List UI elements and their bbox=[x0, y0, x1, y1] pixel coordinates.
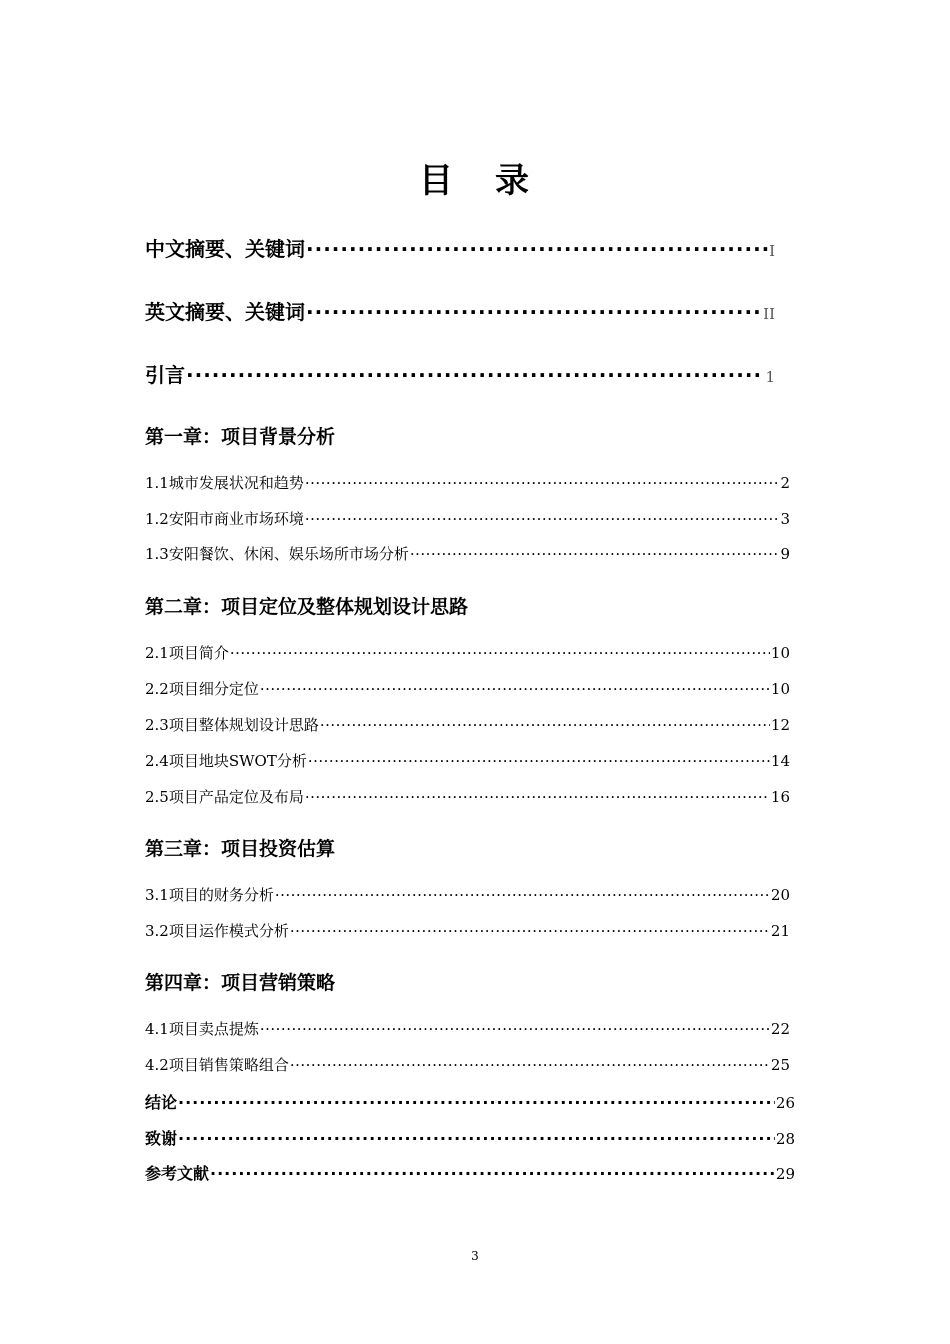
chapter-heading-1[interactable]: 第一章：项目背景分析 bbox=[145, 426, 336, 448]
toc-entry-label: 2.4项目地块SWOT分析 bbox=[145, 752, 307, 770]
toc-entry-page: I bbox=[769, 242, 775, 260]
toc-entry-2-5[interactable] bbox=[145, 786, 790, 807]
toc-entry-3-2[interactable] bbox=[145, 920, 790, 941]
toc-entry-label: 致谢 bbox=[145, 1129, 178, 1148]
toc-entry-2-1[interactable] bbox=[145, 642, 790, 663]
toc-entry-label: 3.1项目的财务分析 bbox=[145, 886, 274, 904]
toc-entry-2-3[interactable] bbox=[145, 714, 790, 735]
toc-entry-page: 21 bbox=[770, 922, 790, 940]
toc-entry-page: 26 bbox=[775, 1094, 795, 1112]
toc-entry-acknowledgements[interactable] bbox=[145, 1126, 795, 1149]
toc-entry-1-2[interactable] bbox=[145, 508, 790, 529]
toc-entry-page: 10 bbox=[770, 680, 790, 698]
toc-entry-conclusion[interactable] bbox=[145, 1090, 795, 1113]
chapter-heading-2[interactable]: 第二章：项目定位及整体规划设计思路 bbox=[145, 596, 469, 618]
toc-entry-page: 10 bbox=[770, 644, 790, 662]
toc-entry-4-2[interactable] bbox=[145, 1054, 790, 1075]
page-number: 3 bbox=[471, 1249, 479, 1263]
toc-entry-label: 2.2项目细分定位 bbox=[145, 680, 259, 698]
toc-entry-label: 4.2项目销售策略组合 bbox=[145, 1056, 289, 1074]
toc-entry-page: 9 bbox=[780, 545, 790, 563]
toc-title-part1: 目 bbox=[419, 161, 455, 201]
toc-entry-label: 3.2项目运作模式分析 bbox=[145, 922, 289, 940]
toc-entry-english-abstract[interactable] bbox=[145, 296, 775, 325]
chapter-heading-4[interactable]: 第四章：项目营销策略 bbox=[145, 972, 336, 994]
toc-entry-label: 中文摘要、关键词 bbox=[145, 237, 305, 261]
toc-entry-chinese-abstract[interactable] bbox=[145, 233, 775, 262]
toc-title-part2: 录 bbox=[495, 161, 531, 201]
toc-entry-2-2[interactable] bbox=[145, 678, 790, 699]
toc-entry-page: II bbox=[763, 305, 775, 323]
toc-entry-label: 结论 bbox=[145, 1093, 178, 1112]
toc-title bbox=[0, 153, 950, 202]
toc-entry-3-1[interactable] bbox=[145, 884, 790, 905]
toc-entry-label: 英文摘要、关键词 bbox=[145, 300, 305, 324]
toc-entry-page: 16 bbox=[770, 788, 790, 806]
toc-entry-label: 1.2安阳市商业市场环境 bbox=[145, 510, 304, 528]
toc-entry-1-1[interactable] bbox=[145, 472, 790, 493]
toc-entry-page: 28 bbox=[775, 1130, 795, 1148]
toc-entry-4-1[interactable] bbox=[145, 1018, 790, 1039]
toc-entry-label: 1.1城市发展状况和趋势 bbox=[145, 474, 304, 492]
toc-entry-label: 4.1项目卖点提炼 bbox=[145, 1020, 259, 1038]
toc-entry-label: 引言 bbox=[145, 363, 185, 387]
toc-entry-label: 1.3安阳餐饮、休闲、娱乐场所市场分析 bbox=[145, 545, 409, 563]
toc-entry-label: 2.5项目产品定位及布局 bbox=[145, 788, 304, 806]
toc-entry-references[interactable] bbox=[145, 1161, 795, 1184]
toc-entry-page: 14 bbox=[770, 752, 790, 770]
toc-entry-page: 1 bbox=[765, 368, 775, 386]
toc-entry-label: 2.3项目整体规划设计思路 bbox=[145, 716, 319, 734]
toc-entry-label: 2.1项目简介 bbox=[145, 644, 229, 662]
toc-entry-introduction[interactable] bbox=[145, 359, 775, 388]
toc-entry-page: 3 bbox=[780, 510, 790, 528]
chapter-heading-3[interactable]: 第三章：项目投资估算 bbox=[145, 838, 336, 860]
toc-entry-1-3[interactable] bbox=[145, 543, 790, 564]
toc-entry-2-4[interactable] bbox=[145, 750, 790, 771]
toc-entry-label: 参考文献 bbox=[145, 1164, 210, 1183]
toc-entry-page: 2 bbox=[780, 474, 790, 492]
toc-entry-page: 12 bbox=[770, 716, 790, 734]
toc-entry-page: 20 bbox=[770, 886, 790, 904]
toc-entry-page: 29 bbox=[775, 1165, 795, 1183]
toc-entry-page: 22 bbox=[770, 1020, 790, 1038]
toc-entry-page: 25 bbox=[770, 1056, 790, 1074]
